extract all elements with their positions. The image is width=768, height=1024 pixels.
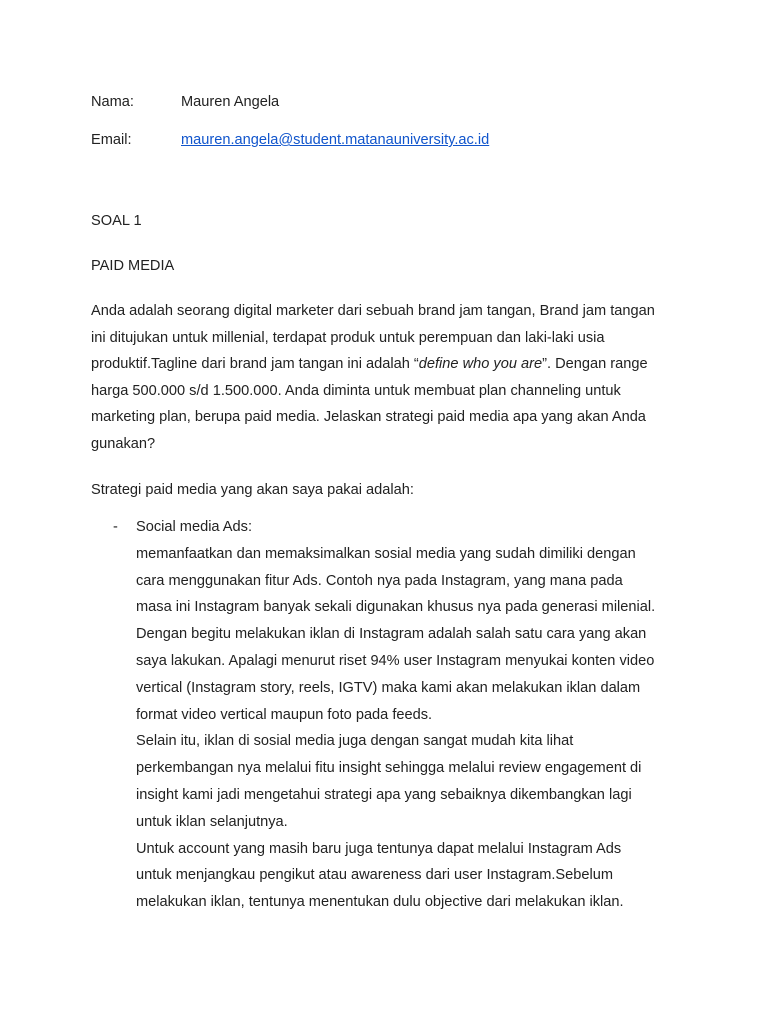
question-paragraph [91, 302, 691, 462]
question-line-text: produktif.Tagline dari brand jam tangan ini adalah “ [91, 356, 419, 373]
question-line [91, 355, 691, 382]
tagline-italic: define who you are [418, 356, 543, 373]
question-line: gunakan? [91, 435, 156, 452]
answer-intro: Strategi paid media yang akan saya pakai adalah: [91, 482, 414, 498]
bullet-line: Dengan begitu melakukan iklan di Instagram adalah salah satu cara yang akan [136, 626, 647, 643]
question-line-text: ”. Dengan range [542, 356, 648, 373]
email-label: Email: [91, 132, 132, 148]
question-line: marketing plan, berupa paid media. Jelaskan strategi paid media apa yang akan Anda [91, 409, 646, 426]
bullet-line: untuk iklan selanjutnya. [136, 813, 288, 830]
bullet-line: memanfaatkan dan memaksimalkan sosial media yang sudah dimiliki dengan [136, 545, 636, 562]
email-link[interactable]: mauren.angela@student.matanauniversity.ac.id [181, 132, 490, 148]
bullet-dash: - [113, 519, 118, 535]
section-number: SOAL 1 [91, 213, 142, 229]
bullet-line: saya lakukan. Apalagi menurut riset 94% user Instagram menyukai konten video [136, 652, 655, 669]
bullet-line: perkembangan nya melalui fitu insight sehingga melalui review engagement di [136, 760, 642, 777]
section-topic: PAID MEDIA [91, 258, 175, 274]
name-label: Nama: [91, 94, 134, 110]
question-line: harga 500.000 s/d 1.500.000. Anda diminta untuk membuat plan channeling untuk [91, 382, 621, 399]
question-line: Anda adalah seorang digital marketer dari sebuah brand jam tangan, Brand jam tangan [91, 303, 655, 319]
bullet-body [136, 518, 696, 920]
bullet-line: Untuk account yang masih baru juga tentunya dapat melalui Instagram Ads [136, 840, 622, 857]
bullet-heading: Social media Ads: [136, 519, 253, 535]
bullet-line: format video vertical maupun foto pada feeds. [136, 706, 433, 723]
bullet-line: vertical (Instagram story, reels, IGTV) maka kami akan melakukan iklan dalam [136, 679, 641, 696]
bullet-line: cara menggunakan fitur Ads. Contoh nya pada Instagram, yang mana pada [136, 572, 623, 589]
question-line: ini ditujukan untuk millenial, terdapat produk untuk perempuan dan laki-laki usia [91, 329, 605, 346]
bullet-line: melakukan iklan, tentunya menentukan dulu objective dari melakukan iklan. [136, 894, 624, 911]
bullet-line: insight kami jadi mengetahui strategi apa yang sebaiknya dikembangkan lagi [136, 786, 632, 803]
name-value: Mauren Angela [181, 94, 280, 110]
bullet-line: masa ini Instagram banyak sekali digunakan khusus nya pada generasi milenial. [136, 599, 656, 616]
bullet-line: Selain itu, iklan di sosial media juga dengan sangat mudah kita lihat [136, 733, 574, 750]
bullet-line: untuk menjangkau pengikut atau awareness dari user Instagram.Sebelum [136, 867, 614, 884]
